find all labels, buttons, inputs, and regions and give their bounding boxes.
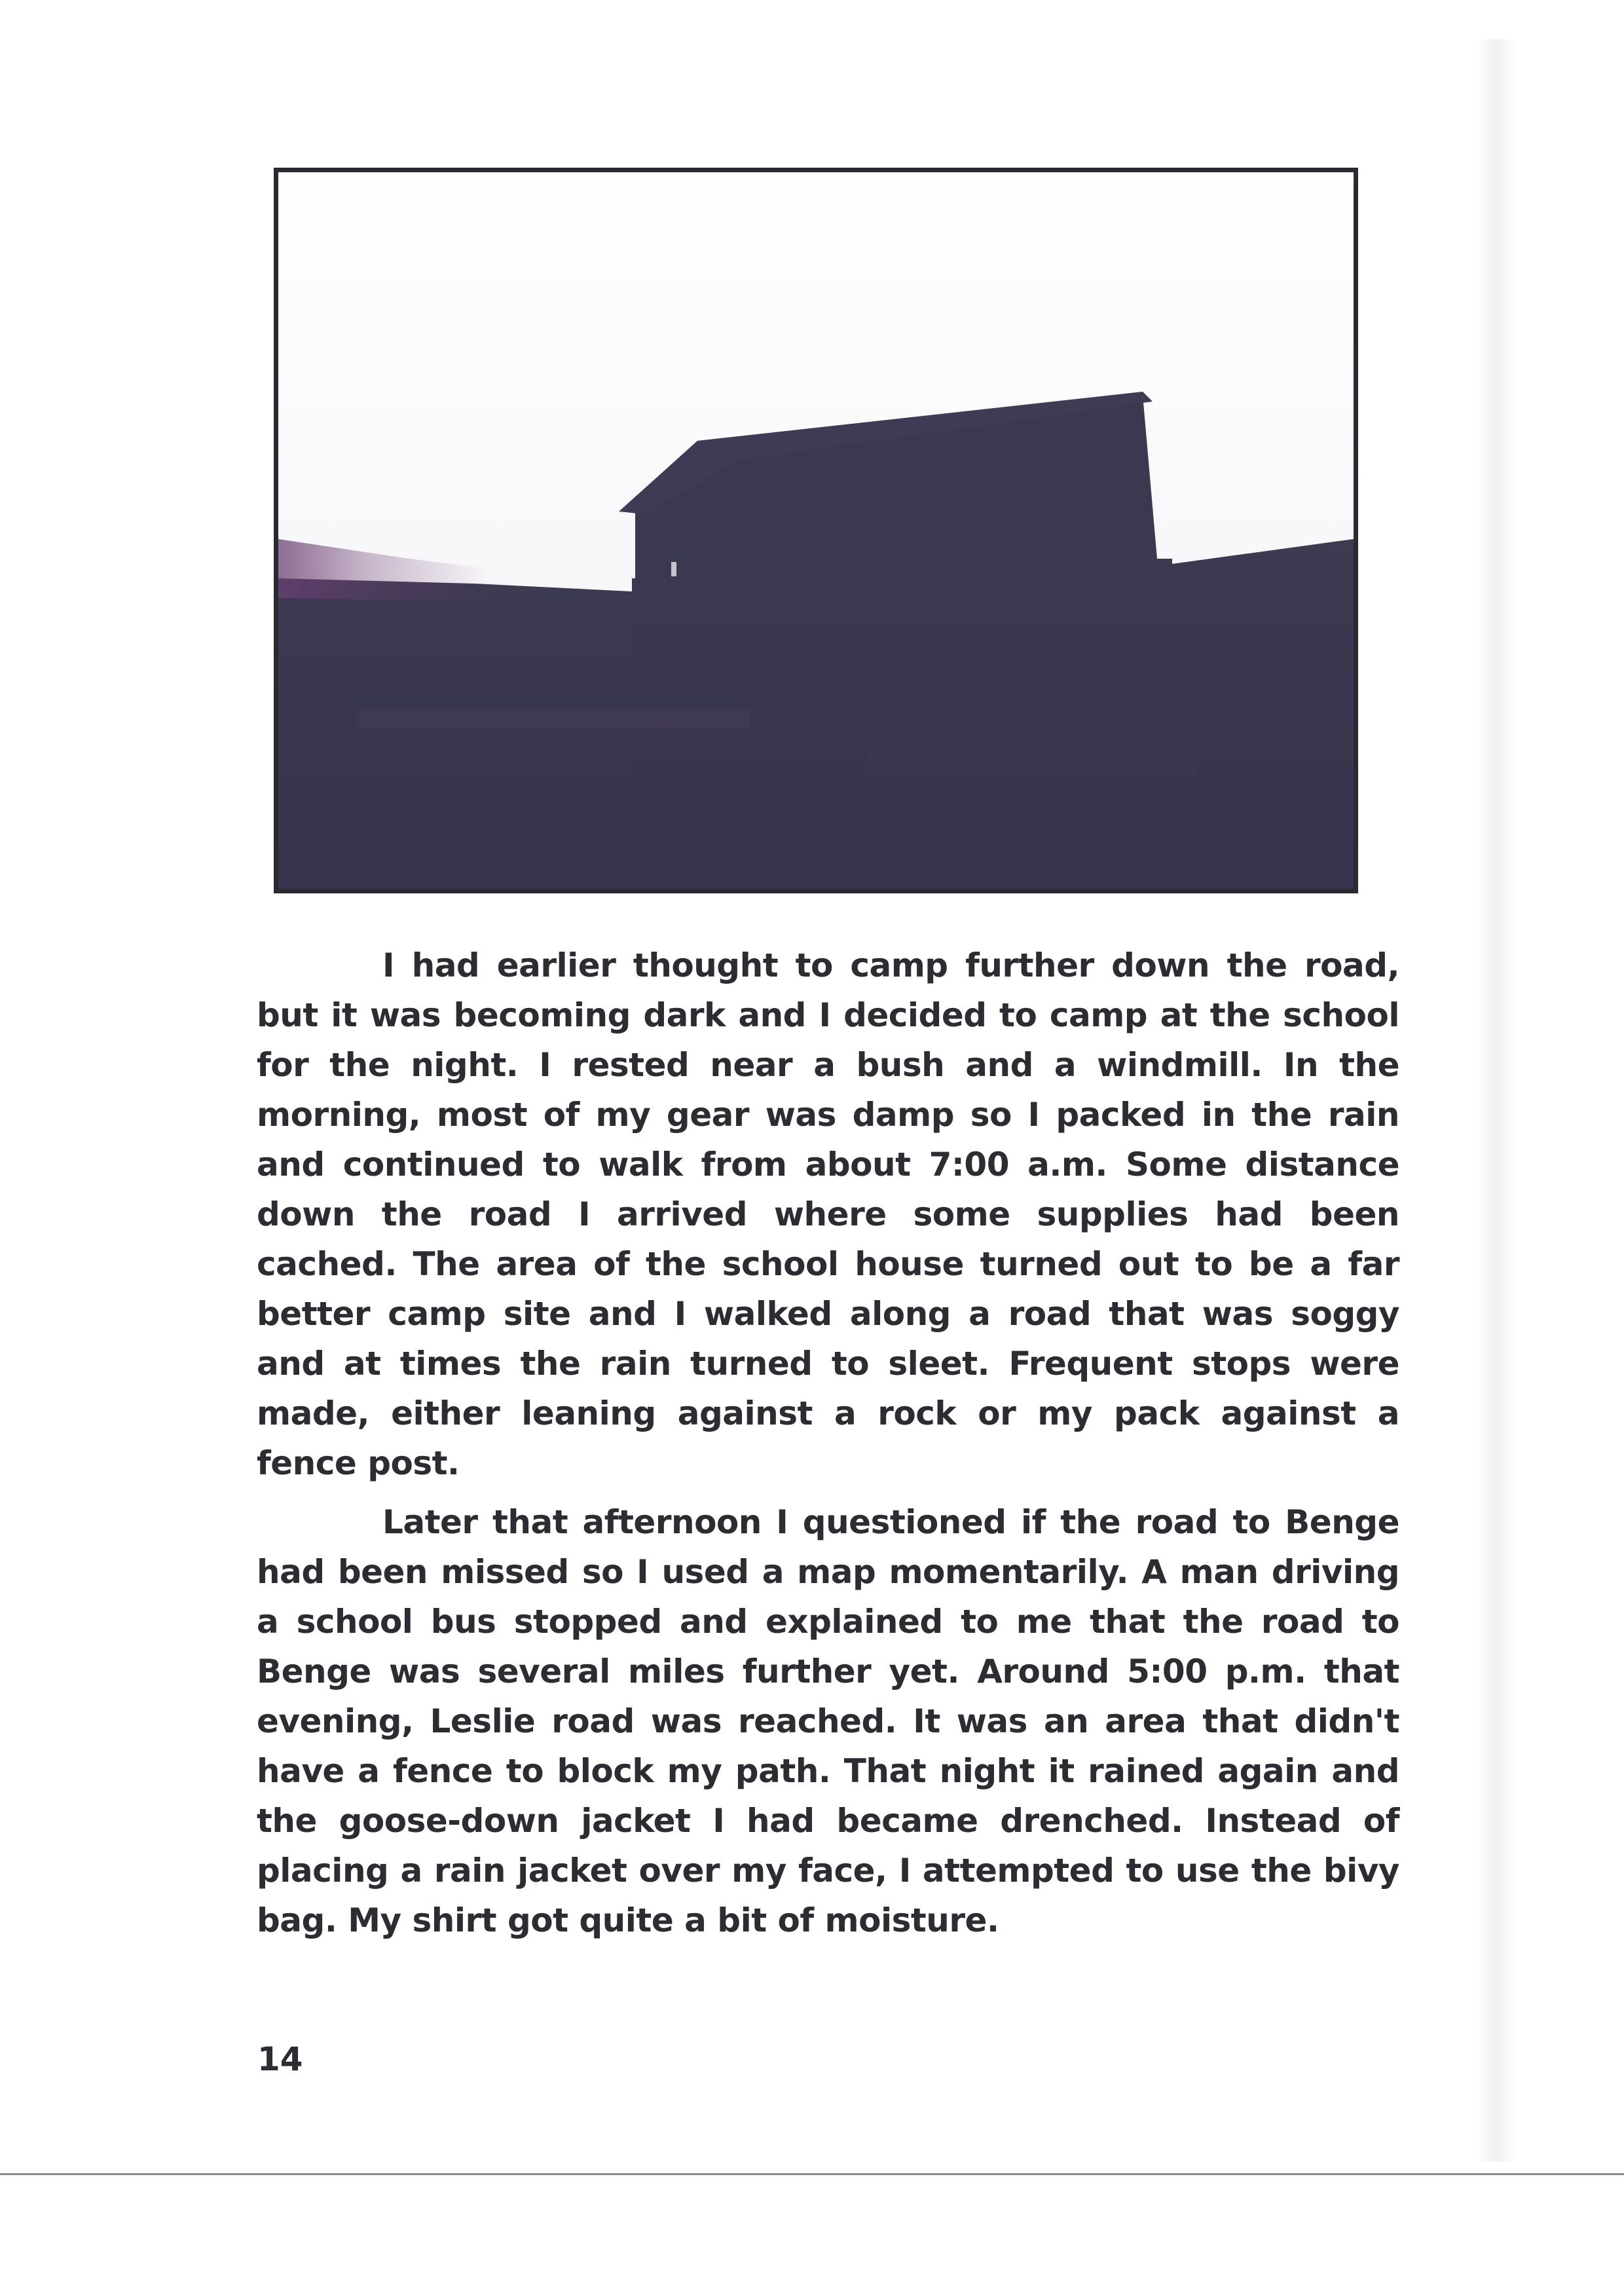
page-number: 14 — [257, 2040, 303, 2078]
paragraph-2: Later that afternoon I questioned if the road to Benge had been missed so I used a map momentarily. A man driving a school bus stopped and explained to me that the road to Benge was several miles further yet. Around 5:00 p.m. that evening, Leslie road was reached. It was an area that didn't have a fence to block my path. That night it rained again and the goose-down jacket I had became drenched. Instead of placing a rain jacket over my face, I attempted to use the bivy bag. My shirt got quite a bit of moisture. — [257, 1503, 1399, 1939]
ground-streak — [357, 709, 750, 729]
body-text — [257, 941, 1399, 1954]
lower-texture — [278, 670, 1354, 889]
schoolhouse-window — [671, 562, 676, 576]
scan-shadow — [1477, 39, 1516, 2161]
photo-frame — [274, 168, 1358, 893]
bottom-rule — [0, 2173, 1624, 2175]
ground-streak — [868, 749, 1195, 775]
paragraph-1: I had earlier thought to camp further down the road, but it was becoming dark and I decided to camp at the school for the night. I rested near a bush and a windmill. In the morning, most of my gear was damp so I packed in the rain and continued to walk from about 7:00 a.m. Some distance down the road I arrived where some supplies had been cached. The area of the school house turned out to be a far better camp site and I walked along a road that was soggy and at times the rain turned to sleet. Frequent stops were made, either leaning against a rock or my pack against a fence post. — [257, 946, 1399, 1482]
schoolhouse-silhouette-photo — [278, 172, 1354, 889]
